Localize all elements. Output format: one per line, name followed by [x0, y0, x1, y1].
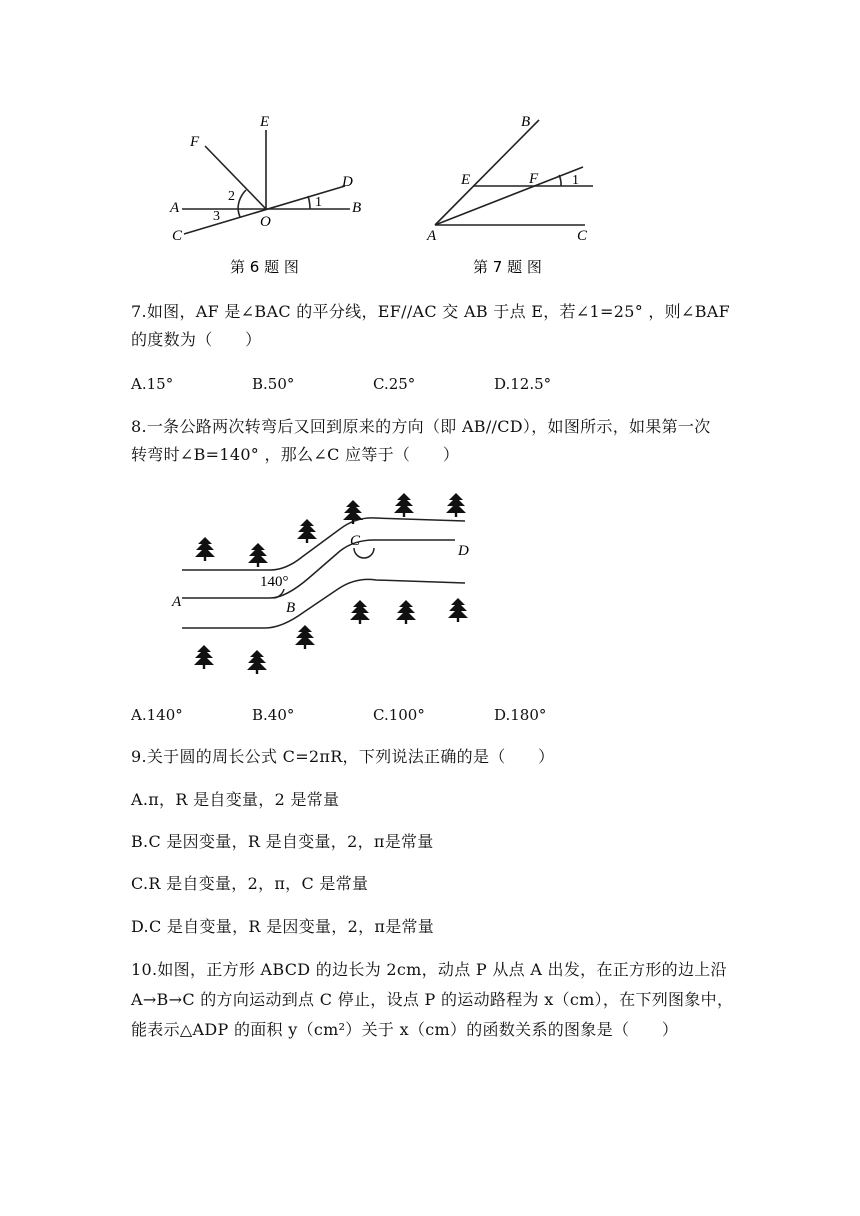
angle-1-label: 1 [315, 195, 322, 210]
label-E: E [461, 172, 471, 188]
label-B: B [521, 114, 531, 130]
figure-7-caption: 第 7 题 图 [473, 258, 542, 276]
label-C: C [172, 228, 183, 244]
label-F: F [190, 134, 200, 150]
tree-icon [195, 537, 215, 561]
angle-3-label: 3 [213, 209, 220, 224]
q10-line3: 能表示△ADP 的面积 y（cm²）关于 x（cm）的函数关系的图象是（ ） [131, 1020, 679, 1039]
q7-option-a[interactable]: A.15° [131, 375, 174, 393]
q9-stem: 9.关于圆的周长公式 C=2πR，下列说法正确的是（ ） [131, 747, 555, 766]
label-A: A [170, 200, 180, 216]
tree-icon [396, 600, 416, 624]
road-label-A: A [172, 594, 182, 610]
figure-8-road [160, 485, 500, 685]
q7-option-d[interactable]: D.12.5° [494, 375, 552, 393]
q8-line1: 8.一条公路两次转弯后又回到原来的方向（即 AB//CD），如图所示，如果第一次 [131, 417, 711, 436]
figure-7 [415, 108, 605, 280]
tree-icon [343, 500, 363, 524]
q7-line2: 的度数为（ ） [131, 330, 262, 349]
tree-icon [446, 493, 466, 517]
tree-icon [297, 519, 317, 543]
road-label-D: D [458, 543, 469, 559]
tree-icon [448, 598, 468, 622]
label-E: E [260, 114, 270, 130]
tree-icon [248, 543, 268, 567]
q8-line2: 转弯时∠B=140° ，那么∠C 应等于（ ） [131, 445, 460, 464]
angle-2-label: 2 [228, 189, 235, 204]
angle-1-label: 1 [572, 173, 579, 188]
q9-option-b[interactable]: B.C 是因变量，R 是自变量，2，π是常量 [131, 832, 434, 851]
tree-icon [295, 625, 315, 649]
label-C: C [577, 228, 588, 244]
label-B: B [352, 200, 362, 216]
q9-option-a[interactable]: A.π，R 是自变量，2 是常量 [131, 790, 340, 809]
tree-icon [194, 645, 214, 669]
q9-option-d[interactable]: D.C 是自变量，R 是因变量，2，π是常量 [131, 917, 435, 936]
label-O: O [260, 214, 271, 230]
q10-line2: A→B→C 的方向运动到点 C 停止，设点 P 的运动路程为 x（cm），在下列图象中， [131, 990, 734, 1009]
q8-option-b[interactable]: B.40° [252, 706, 295, 724]
label-D: D [342, 174, 353, 190]
q10-line1: 10.如图，正方形 ABCD 的边长为 2cm，动点 P 从点 A 出发，在正方形的边上沿 [131, 960, 727, 979]
q8-option-a[interactable]: A.140° [131, 706, 183, 724]
figure-6 [160, 108, 370, 280]
q7-line1: 7.如图，AF 是∠BAC 的平分线，EF//AC 交 AB 于点 E，若∠1=25° ，则∠BAF [131, 302, 731, 321]
q9-option-c[interactable]: C.R 是自变量，2，π，C 是常量 [131, 874, 369, 893]
label-F: F [529, 171, 539, 187]
label-A: A [427, 228, 437, 244]
q7-option-b[interactable]: B.50° [252, 375, 295, 393]
q7-option-c[interactable]: C.25° [373, 375, 416, 393]
q8-option-c[interactable]: C.100° [373, 706, 425, 724]
tree-icon [247, 650, 267, 674]
q8-option-d[interactable]: D.180° [494, 706, 547, 724]
road-angle-label: 140° [260, 574, 289, 590]
tree-icon [350, 600, 370, 624]
road-label-C: C [350, 533, 361, 549]
road-label-B: B [286, 600, 296, 616]
figure-6-caption: 第 6 题 图 [230, 258, 299, 276]
tree-icon [394, 493, 414, 517]
